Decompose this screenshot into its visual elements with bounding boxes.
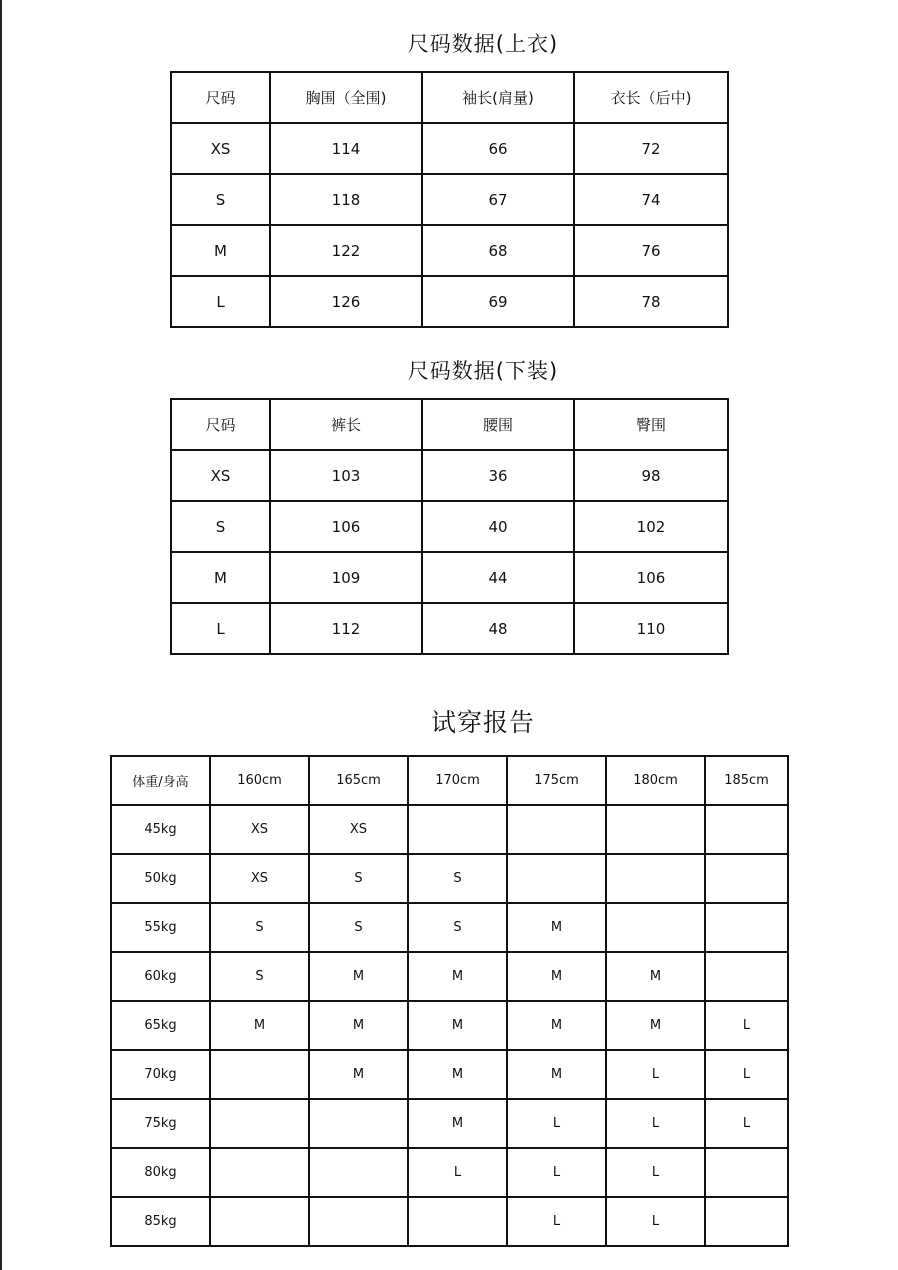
table-cell: 102 [574, 501, 728, 552]
table-cell: S [309, 854, 408, 903]
table-cell: 78 [574, 276, 728, 327]
header-cell: 180cm [606, 756, 705, 805]
table-cell: L [606, 1050, 705, 1099]
table-cell: XS [210, 805, 309, 854]
table-cell: XS [309, 805, 408, 854]
table-cell: S [210, 952, 309, 1001]
table-cell: 40 [422, 501, 574, 552]
table-row [111, 1197, 788, 1246]
table-cell: 98 [574, 450, 728, 501]
table-row [171, 552, 728, 603]
table-cell: M [507, 1001, 606, 1050]
table-cell: M [408, 952, 507, 1001]
table-cell [309, 1148, 408, 1197]
header-cell: 臀围 [574, 399, 728, 450]
table-cell: 74 [574, 174, 728, 225]
table-cell: L [606, 1099, 705, 1148]
table-cell: 106 [574, 552, 728, 603]
table-row [111, 805, 788, 854]
row-label-cell: 50kg [111, 854, 210, 903]
table-row [171, 501, 728, 552]
table-cell: M [408, 1050, 507, 1099]
table-cell: M [507, 952, 606, 1001]
header-row [111, 756, 788, 805]
row-label-cell: M [171, 225, 270, 276]
table-cell: 68 [422, 225, 574, 276]
table-cell: 122 [270, 225, 422, 276]
row-label-cell: 70kg [111, 1050, 210, 1099]
header-cell: 185cm [705, 756, 788, 805]
table-cell: M [408, 1001, 507, 1050]
table-cell: 112 [270, 603, 422, 654]
table-cell: L [606, 1197, 705, 1246]
table-cell [309, 1197, 408, 1246]
table-row [111, 903, 788, 952]
bottom-size-table [170, 398, 729, 655]
table-cell: 69 [422, 276, 574, 327]
table-cell: 48 [422, 603, 574, 654]
table-cell: 109 [270, 552, 422, 603]
table-cell [705, 854, 788, 903]
table-cell: 106 [270, 501, 422, 552]
table-cell: 110 [574, 603, 728, 654]
table-row [171, 225, 728, 276]
table-cell [705, 805, 788, 854]
table-cell: 103 [270, 450, 422, 501]
table-cell: 36 [422, 450, 574, 501]
table-cell: S [309, 903, 408, 952]
table-cell [705, 903, 788, 952]
header-cell: 体重/身高 [111, 756, 210, 805]
table-cell: L [507, 1099, 606, 1148]
row-label-cell: S [171, 174, 270, 225]
table-row [171, 450, 728, 501]
table-row [111, 1148, 788, 1197]
page-left-border [0, 0, 2, 1270]
table-cell: L [606, 1148, 705, 1197]
header-cell: 165cm [309, 756, 408, 805]
table-row [171, 603, 728, 654]
header-cell: 腰围 [422, 399, 574, 450]
row-label-cell: 55kg [111, 903, 210, 952]
table-cell [408, 1197, 507, 1246]
table-cell: 118 [270, 174, 422, 225]
table-cell: M [309, 1001, 408, 1050]
table-row [111, 1001, 788, 1050]
table-cell [507, 854, 606, 903]
fit-report-title: 试穿报告 [430, 708, 535, 737]
table-cell [606, 854, 705, 903]
top-size-title: 尺码数据(上衣) [407, 32, 559, 56]
table-cell: M [507, 903, 606, 952]
row-label-cell: L [171, 276, 270, 327]
row-label-cell: S [171, 501, 270, 552]
table-row [111, 952, 788, 1001]
table-cell: M [408, 1099, 507, 1148]
header-cell: 胸围（全围) [270, 72, 422, 123]
table-cell: M [309, 952, 408, 1001]
table-row [111, 1050, 788, 1099]
row-label-cell: 80kg [111, 1148, 210, 1197]
table-cell [210, 1197, 309, 1246]
row-label-cell: L [171, 603, 270, 654]
table-cell: S [210, 903, 309, 952]
table-cell [210, 1099, 309, 1148]
table-cell: M [606, 1001, 705, 1050]
row-label-cell: XS [171, 123, 270, 174]
table-cell [408, 805, 507, 854]
header-cell: 袖长(肩量) [422, 72, 574, 123]
table-cell: L [408, 1148, 507, 1197]
header-cell: 175cm [507, 756, 606, 805]
table-cell: 72 [574, 123, 728, 174]
table-row [171, 174, 728, 225]
table-cell: 114 [270, 123, 422, 174]
header-row [171, 399, 728, 450]
table-cell: L [705, 1099, 788, 1148]
table-cell [606, 903, 705, 952]
table-cell [705, 1148, 788, 1197]
table-cell: M [210, 1001, 309, 1050]
header-cell: 尺码 [171, 399, 270, 450]
table-row [171, 123, 728, 174]
table-cell: L [507, 1197, 606, 1246]
table-cell: 126 [270, 276, 422, 327]
fit-report-table [110, 755, 789, 1247]
table-cell: S [408, 854, 507, 903]
header-row [171, 72, 728, 123]
table-cell [705, 952, 788, 1001]
table-cell: S [408, 903, 507, 952]
table-cell [507, 805, 606, 854]
header-cell: 170cm [408, 756, 507, 805]
table-cell: XS [210, 854, 309, 903]
table-cell: 67 [422, 174, 574, 225]
header-cell: 裤长 [270, 399, 422, 450]
header-cell: 160cm [210, 756, 309, 805]
top-size-table [170, 71, 729, 328]
table-cell: 44 [422, 552, 574, 603]
table-cell [210, 1148, 309, 1197]
table-row [111, 1099, 788, 1148]
header-cell: 衣长（后中) [574, 72, 728, 123]
row-label-cell: 45kg [111, 805, 210, 854]
table-cell: M [507, 1050, 606, 1099]
row-label-cell: 85kg [111, 1197, 210, 1246]
table-cell: M [309, 1050, 408, 1099]
table-cell: M [606, 952, 705, 1001]
table-cell: 66 [422, 123, 574, 174]
table-row [111, 854, 788, 903]
row-label-cell: 75kg [111, 1099, 210, 1148]
table-cell: 76 [574, 225, 728, 276]
bottom-size-title: 尺码数据(下装) [407, 359, 559, 383]
row-label-cell: XS [171, 450, 270, 501]
row-label-cell: M [171, 552, 270, 603]
row-label-cell: 65kg [111, 1001, 210, 1050]
table-cell: L [507, 1148, 606, 1197]
table-cell [210, 1050, 309, 1099]
header-cell: 尺码 [171, 72, 270, 123]
table-cell: L [705, 1050, 788, 1099]
table-cell [309, 1099, 408, 1148]
table-cell [705, 1197, 788, 1246]
table-cell: L [705, 1001, 788, 1050]
table-cell [606, 805, 705, 854]
table-row [171, 276, 728, 327]
row-label-cell: 60kg [111, 952, 210, 1001]
